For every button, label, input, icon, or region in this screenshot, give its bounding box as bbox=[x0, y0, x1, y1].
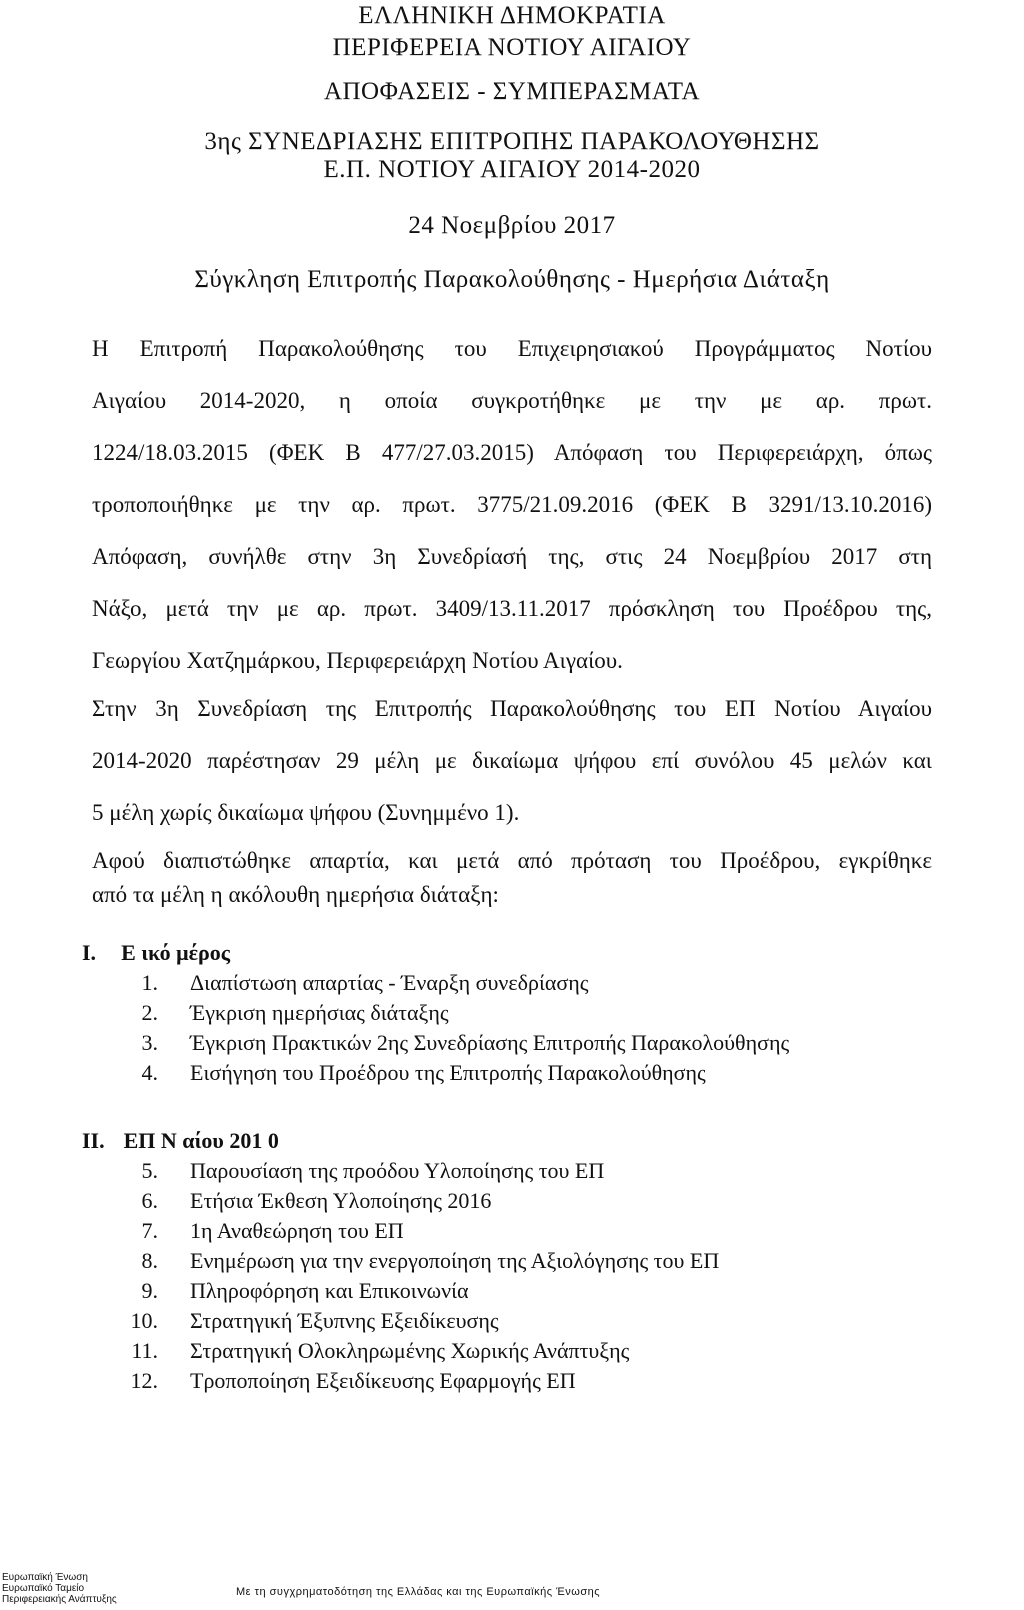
agenda-item-number: 2. bbox=[141, 1000, 158, 1025]
agenda-item-text: 1η Αναθεώρηση του ΕΠ bbox=[190, 1218, 404, 1243]
attendance-line: Στην 3η Συνεδρίαση της Επιτροπής Παρακολούθησης του ΕΠ Νοτίου Αιγαίου bbox=[92, 696, 932, 721]
agenda-item-text: Διαπίστωση απαρτίας - Έναρξη συνεδρίασης bbox=[190, 970, 589, 995]
intro-line: Απόφαση, συνήλθε στην 3η Συνεδρίασή της, στις 24 Νοεμβρίου 2017 στη bbox=[92, 544, 932, 569]
cofunding-footer: Με τη συγχρηματοδότηση της Ελλάδας και της Ευρωπαϊκής Ένωσης bbox=[236, 1586, 601, 1598]
eu-footer-line-2: Ευρωπαϊκό Ταμείο bbox=[2, 1583, 85, 1594]
eu-footer-line-3: Περιφερειακής Ανάπτυξης bbox=[2, 1594, 117, 1605]
intro-line: τροποποιήθηκε με την αρ. πρωτ. 3775/21.09.2016 (ΦΕΚ Β 3291/13.10.2016) bbox=[92, 492, 932, 517]
section-2-title: ΕΠ Ν αίου 201 0 bbox=[123, 1128, 279, 1153]
agenda-item-number: 10. bbox=[130, 1308, 158, 1333]
agenda-item-number: 4. bbox=[141, 1060, 158, 1085]
quorum-line: από τα μέλη η ακόλουθη ημερήσια διάταξη: bbox=[92, 882, 499, 907]
eu-footer-logo-text bbox=[2, 1572, 117, 1605]
intro-line: Η Επιτροπή Παρακολούθησης του Επιχειρησιακού Προγράμματος Νοτίου bbox=[92, 336, 932, 361]
agenda-item-text: Ενημέρωση για την ενεργοποίηση της Αξιολόγησης του ΕΠ bbox=[190, 1248, 720, 1273]
section-2-heading bbox=[82, 1128, 279, 1154]
agenda-item-text: Στρατηγική Ολοκληρωμένης Χωρικής Ανάπτυξης bbox=[190, 1338, 630, 1363]
agenda-item-number: 3. bbox=[141, 1030, 158, 1055]
attendance-line: 2014-2020 παρέστησαν 29 μέλη με δικαίωμα ψήφου επί συνόλου 45 μελών και bbox=[92, 748, 932, 773]
agenda-item-text: Παρουσίαση της προόδου Υλοποίησης του ΕΠ bbox=[190, 1158, 605, 1183]
agenda-item-number: 11. bbox=[131, 1338, 158, 1363]
section-1-roman: I. bbox=[82, 940, 97, 965]
agenda-item-text: Πληροφόρηση και Επικοινωνία bbox=[190, 1278, 469, 1303]
agenda-item-text: Στρατηγική Έξυπνης Εξειδίκευσης bbox=[190, 1308, 499, 1333]
intro-line: Αιγαίου 2014-2020, η οποία συγκροτήθηκε με την με αρ. πρωτ. bbox=[92, 388, 932, 413]
intro-line: Γεωργίου Χατζημάρκου, Περιφερειάρχη Νοτίου Αιγαίου. bbox=[92, 648, 623, 673]
agenda-item-number: 12. bbox=[130, 1368, 158, 1393]
agenda-item-number: 1. bbox=[141, 970, 158, 995]
header-line-5: Ε.Π. ΝΟΤΙΟΥ ΑΙΓΑΙΟΥ 2014-2020 bbox=[323, 156, 701, 183]
header-line-2: ΠΕΡΙΦΕΡΕΙΑ ΝΟΤΙΟΥ ΑΙΓΑΙΟΥ bbox=[332, 34, 692, 61]
meeting-date: 24 Νοεμβρίου 2017 bbox=[408, 212, 616, 239]
eu-footer-line-1: Ευρωπαϊκή Ένωση bbox=[2, 1572, 88, 1583]
agenda-item-text: Τροποποίηση Εξειδίκευσης Εφαρμογής ΕΠ bbox=[190, 1368, 576, 1393]
agenda-item-number: 8. bbox=[141, 1248, 158, 1273]
page-subtitle: Σύγκληση Επιτροπής Παρακολούθησης - Ημερήσια Διάταξη bbox=[194, 266, 830, 293]
agenda-item-text: Έγκριση Πρακτικών 2ης Συνεδρίασης Επιτροπής Παρακολούθησης bbox=[190, 1030, 790, 1055]
agenda-item-number: 6. bbox=[141, 1188, 158, 1213]
agenda-item-number: 7. bbox=[141, 1218, 158, 1243]
header-line-4: 3ης ΣΥΝΕΔΡΙΑΣΗΣ ΕΠΙΤΡΟΠΗΣ ΠΑΡΑΚΟΛΟΥΘΗΣΗΣ bbox=[204, 128, 820, 155]
header-line-1: ΕΛΛΗΝΙΚΗ ΔΗΜΟΚΡΑΤΙΑ bbox=[358, 2, 666, 29]
intro-line: 1224/18.03.2015 (ΦΕΚ Β 477/27.03.2015) Απόφαση του Περιφερειάρχη, όπως bbox=[92, 440, 932, 465]
attendance-line: 5 μέλη χωρίς δικαίωμα ψήφου (Συνημμένο 1). bbox=[92, 800, 520, 825]
section-2-roman: II. bbox=[82, 1128, 105, 1153]
agenda-item-number: 9. bbox=[141, 1278, 158, 1303]
agenda-item-text: Εισήγηση του Προέδρου της Επιτροπής Παρακολούθησης bbox=[190, 1060, 706, 1085]
header-line-3: ΑΠΟΦΑΣΕΙΣ - ΣΥΜΠΕΡΑΣΜΑΤΑ bbox=[323, 78, 701, 105]
section-1-title: Ε ικό μέρος bbox=[121, 940, 231, 965]
quorum-line: Αφού διαπιστώθηκε απαρτία, και μετά από πρόταση του Προέδρου, εγκρίθηκε bbox=[92, 848, 932, 873]
agenda-item-number: 5. bbox=[141, 1158, 158, 1183]
section-1-heading bbox=[82, 940, 230, 966]
agenda-item-text: Ετήσια Έκθεση Υλοποίησης 2016 bbox=[190, 1188, 492, 1213]
intro-line: Νάξο, μετά την με αρ. πρωτ. 3409/13.11.2017 πρόσκληση του Προέδρου της, bbox=[92, 596, 932, 621]
agenda-item-text: Έγκριση ημερήσιας διάταξης bbox=[190, 1000, 449, 1025]
